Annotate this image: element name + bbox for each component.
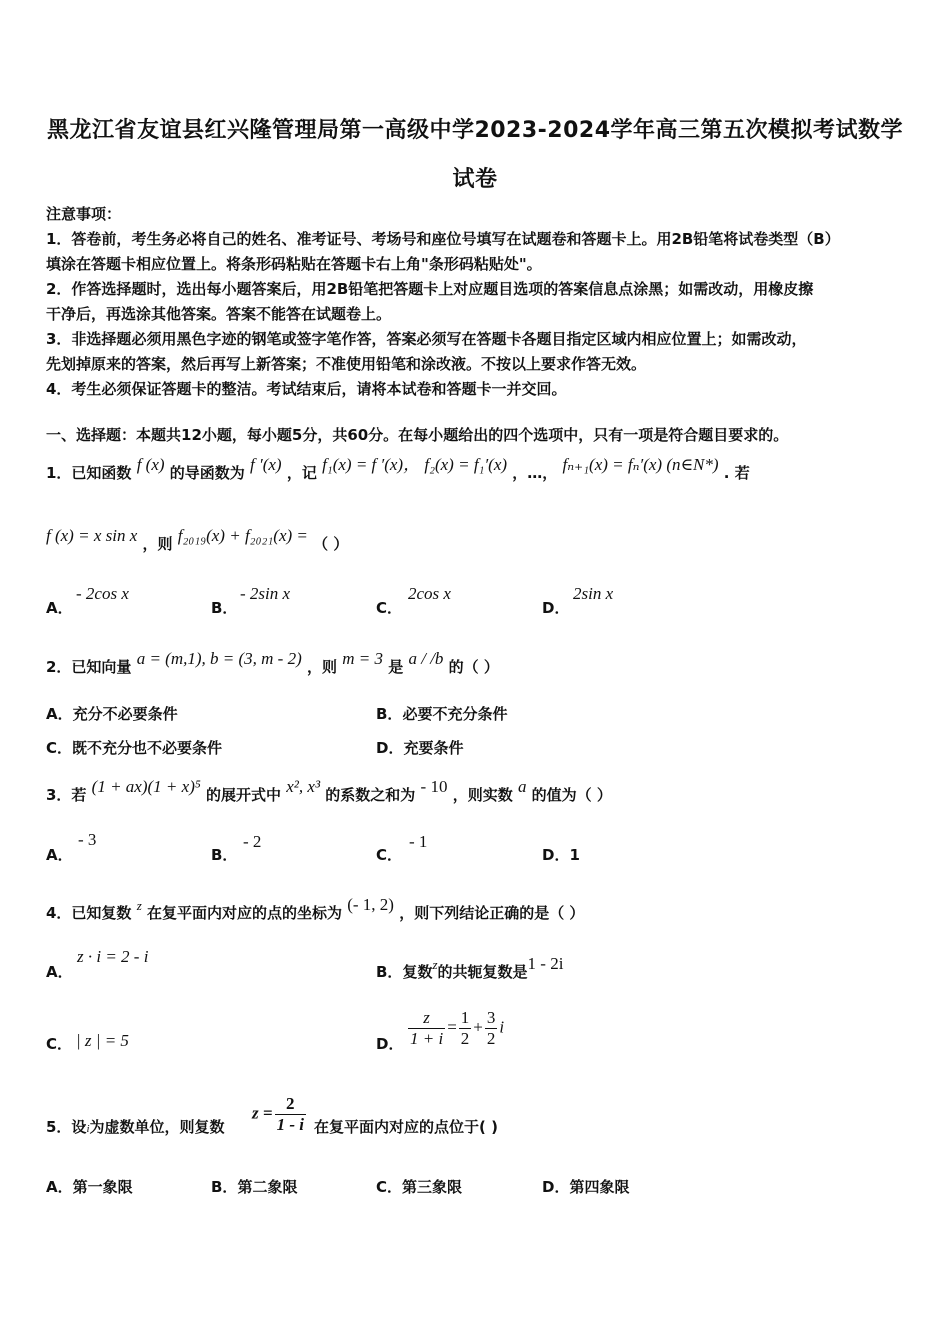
fraction [485,1008,498,1049]
q1-math: f ′(x) [250,455,282,474]
numerator: 3 [486,1008,496,1027]
q3-math: a [517,777,527,796]
option-math: 1 - 2i [527,954,564,973]
q1-option-b: - 2sin x [240,584,291,603]
exam-title: 黑龙江省友谊县红兴隆管理局第一高级中学2023-2024学年高三第五次模拟考试数学 [46,118,904,143]
q5-option-d [542,1176,629,1197]
q3-text: 的展开式中 [206,786,282,804]
option-text: 第一象限 [72,1178,133,1196]
q3-text: 的系数之和为 [325,786,416,804]
q3-text: 3．若 [46,786,87,804]
q3-option-a-label: A． [46,846,73,864]
option-text: 第三象限 [402,1178,463,1196]
q5-text: 在复平面内对应的点位于( ) [314,1118,498,1136]
option-text: 第二象限 [237,1178,298,1196]
option-label: A． [46,1178,73,1196]
q2-math: m = 3 [342,649,383,668]
plus-sign: + [473,1017,483,1037]
q1-text: 的导函数为 [169,464,245,482]
q1-option-c-label: C． [376,599,403,617]
option-math: z [432,957,438,972]
question-5-stem [46,1094,906,1144]
option-label: D． [542,1178,570,1196]
q3-option-c: - 1 [409,832,428,851]
q2-text: 2．已知向量 [46,658,132,676]
q1-text: ，则 [142,535,173,553]
option-text: 第四象限 [569,1178,630,1196]
q4-math: z [136,898,142,913]
note-line: 干净后，再选涂其他答案。答案不能答在试题卷上。 [46,305,392,323]
note-line: 1．答卷前，考生务必将自己的姓名、准考证号、考场号和座位号填写在试题卷和答题卡上。用2B铅笔将试卷类型（B） [46,230,840,248]
q5-option-b [211,1176,297,1197]
option-text: 的共轭复数是 [437,963,528,981]
fraction [459,1008,472,1049]
q2-text: ，则 [306,658,337,676]
option-text: 既不充分也不必要条件 [72,739,223,757]
denominator: 2 [486,1029,496,1048]
q4-option-b [376,954,564,982]
note-line: 先划掉原来的答案，然后再写上新答案；不准使用铅笔和涂改液。不按以上要求作答无效。 [46,355,647,373]
q1-text: ，…， [512,464,558,482]
q1-option-a-label: A． [46,599,73,617]
note-line: 填涂在答题卡相应位置上。将条形码粘贴在答题卡右上角"条形码粘贴处"。 [46,255,542,273]
fraction [408,1008,445,1049]
q4-math: (- 1, 2) [347,895,394,914]
q2-text: 的（ ） [448,658,499,676]
q1-option-d: 2sin x [573,584,614,603]
q1-option-c: 2cos x [408,584,451,603]
q1-math: f (x) = x sin x [46,526,138,545]
section-heading: 一、选择题：本题共12小题，每小题5分，共60分。在每小题给出的四个选项中，只有一项是符合题目要求的。 [46,426,789,444]
note-line: 4．考生必须保证答题卡的整洁。考试结束后，请将本试卷和答题卡一并交回。 [46,380,567,398]
q4-option-c-label: C． [46,1035,73,1053]
option-text: 充分不必要条件 [72,705,178,723]
q3-option-d [542,844,580,865]
q4-option-a-label: A． [46,963,73,981]
q4-text: 4．已知复数 [46,904,132,922]
q1-math: f₁(x) = f ′(x)， f₂(x) = f₁′(x) [322,455,508,474]
notes-heading: 注意事项： [46,205,122,223]
option-label: C． [46,739,73,757]
q1-text: ，记 [286,464,317,482]
q3-option-c-label: C． [376,846,403,864]
q1-math: fₙ₊₁(x) = fₙ′(x) (n∈N*) [562,455,719,474]
option-label: B． [376,963,403,981]
q3-option-b: - 2 [243,832,262,851]
q4-text: 在复平面内对应的点的坐标为 [146,904,342,922]
q3-option-a: - 3 [78,830,97,849]
note-line: 2．作答选择题时，选出每小题答案后，用2B铅笔把答题卡上对应题目选项的答案信息点涂黑；如需改动，用橡皮擦 [46,280,814,298]
q4-option-d-label: D． [376,1035,404,1053]
q1-option-d-label: D． [542,599,570,617]
q3-math: x², x³ [286,777,321,796]
denominator: 1 - i [276,1115,304,1134]
q5-option-a [46,1176,133,1197]
q2-math: a = (m,1), b = (3, m - 2) [136,649,302,668]
q5-math [252,1094,308,1135]
equals-sign: = [447,1017,457,1037]
denominator: 1 + i [410,1029,444,1048]
exam-title-cont: 试卷 [452,167,498,192]
option-label: A． [46,705,73,723]
q4-option-d [406,1008,504,1049]
q2-math: a / /b [408,649,444,668]
q1-text: . 若 [723,464,750,482]
option-text: 充要条件 [403,739,464,757]
q2-option-d [376,737,463,758]
q2-text: 是 [388,658,404,676]
q5-math: i [86,1123,90,1135]
question-4-stem [46,895,906,923]
question-1-stem-cont [46,526,906,554]
q1-option-b-label: B． [211,599,238,617]
option-text: 必要不充分条件 [402,705,508,723]
option-label: B． [211,1178,238,1196]
q5-option-c [376,1176,462,1197]
option-label: C． [376,1178,403,1196]
option-text: 复数 [402,963,433,981]
q3-text: 的值为（ ） [531,786,612,804]
q1-math: f₂₀₁₉(x) + f₂₀₂₁(x) = [177,526,308,545]
q3-option-b-label: B． [211,846,238,864]
notes-block [46,202,906,402]
q1-text: 1．已知函数 [46,464,132,482]
question-2-stem [46,649,906,677]
question-3-stem [46,777,906,805]
q4-option-a: z · i = 2 - i [77,947,149,966]
note-line: 3．非选择题必须用黑色字迹的钢笔或签字笔作答，答案必须写在答题卡各题目指定区域内相应位置上；如需改动， [46,330,807,348]
q3-math: (1 + ax)(1 + x)⁵ [91,777,201,796]
q5-text-part: 为虚数单位，则复数 [89,1118,225,1136]
q1-math: f (x) [136,455,165,474]
q2-option-c [46,737,222,758]
question-1-stem [46,455,906,483]
q2-option-a [46,703,178,724]
q4-option-c: | z | = 5 [76,1031,129,1050]
q5-text-part: 5．设 [46,1118,87,1136]
q1-text: （ ） [313,535,349,553]
q5-z-eq: z = [252,1103,273,1123]
option-label: B． [376,705,403,723]
option-label: D． [376,739,404,757]
q2-option-b [376,703,507,724]
q1-option-a: - 2cos x [76,584,129,603]
fraction [275,1094,306,1135]
denominator: 2 [460,1029,470,1048]
numerator: 1 [460,1008,470,1027]
numerator: z [408,1008,445,1029]
option-label: D． [542,846,570,864]
q4-text: ，则下列结论正确的是（ ） [399,904,585,922]
numerator: 2 [275,1094,306,1115]
q3-math: - 10 [420,777,448,796]
imaginary-unit: i [499,1017,505,1037]
option-text: 1 [569,846,580,864]
q5-text [46,1116,225,1137]
q3-text: ，则实数 [452,786,513,804]
